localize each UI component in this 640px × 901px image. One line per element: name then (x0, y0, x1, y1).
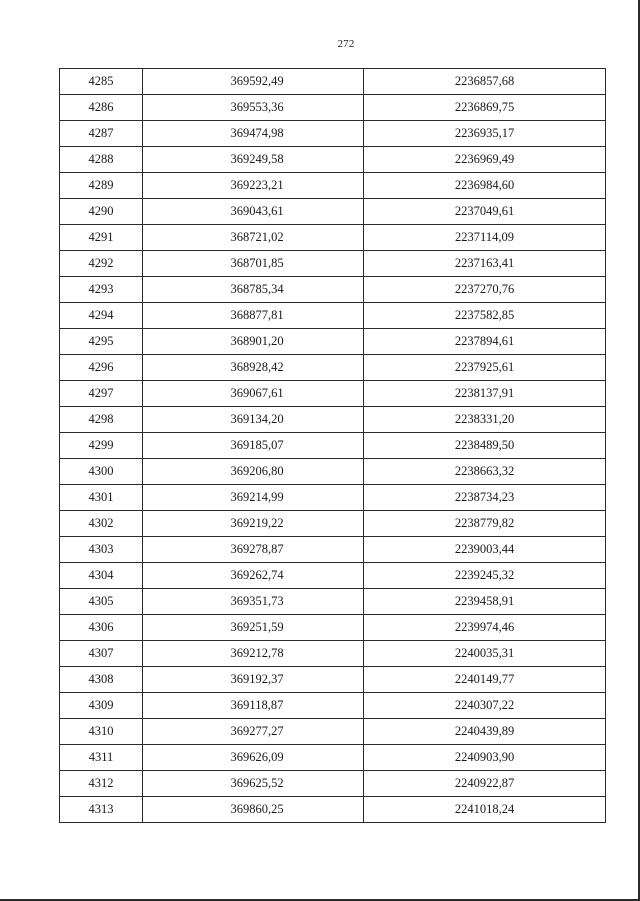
y-coordinate-cell: 2238137,91 (364, 381, 606, 407)
table-row (60, 511, 606, 537)
table-row (60, 199, 606, 225)
table-row (60, 95, 606, 121)
table-row (60, 121, 606, 147)
x-coordinate-cell: 369251,59 (143, 615, 364, 641)
table-row (60, 407, 606, 433)
x-coordinate-cell: 369067,61 (143, 381, 364, 407)
y-coordinate-cell: 2238331,20 (364, 407, 606, 433)
coordinates-table (59, 68, 606, 823)
table-row (60, 693, 606, 719)
point-number-cell: 4304 (60, 563, 143, 589)
point-number-cell: 4301 (60, 485, 143, 511)
y-coordinate-cell: 2239003,44 (364, 537, 606, 563)
table-row (60, 433, 606, 459)
point-number-cell: 4291 (60, 225, 143, 251)
y-coordinate-cell: 2241018,24 (364, 797, 606, 823)
x-coordinate-cell: 369219,22 (143, 511, 364, 537)
table-row (60, 745, 606, 771)
x-coordinate-cell: 369553,36 (143, 95, 364, 121)
y-coordinate-cell: 2240307,22 (364, 693, 606, 719)
x-coordinate-cell: 369860,25 (143, 797, 364, 823)
point-number-cell: 4299 (60, 433, 143, 459)
y-coordinate-cell: 2237894,61 (364, 329, 606, 355)
point-number-cell: 4290 (60, 199, 143, 225)
table-row (60, 719, 606, 745)
point-number-cell: 4294 (60, 303, 143, 329)
x-coordinate-cell: 369118,87 (143, 693, 364, 719)
y-coordinate-cell: 2236969,49 (364, 147, 606, 173)
y-coordinate-cell: 2240035,31 (364, 641, 606, 667)
y-coordinate-cell: 2237582,85 (364, 303, 606, 329)
x-coordinate-cell: 369134,20 (143, 407, 364, 433)
x-coordinate-cell: 369277,27 (143, 719, 364, 745)
x-coordinate-cell: 369192,37 (143, 667, 364, 693)
point-number-cell: 4287 (60, 121, 143, 147)
point-number-cell: 4306 (60, 615, 143, 641)
table-row (60, 277, 606, 303)
point-number-cell: 4293 (60, 277, 143, 303)
y-coordinate-cell: 2239974,46 (364, 615, 606, 641)
table-row (60, 797, 606, 823)
point-number-cell: 4312 (60, 771, 143, 797)
x-coordinate-cell: 368901,20 (143, 329, 364, 355)
y-coordinate-cell: 2237270,76 (364, 277, 606, 303)
point-number-cell: 4307 (60, 641, 143, 667)
point-number-cell: 4286 (60, 95, 143, 121)
x-coordinate-cell: 369592,49 (143, 69, 364, 95)
y-coordinate-cell: 2237049,61 (364, 199, 606, 225)
table-row (60, 667, 606, 693)
x-coordinate-cell: 368928,42 (143, 355, 364, 381)
x-coordinate-cell: 369474,98 (143, 121, 364, 147)
y-coordinate-cell: 2240149,77 (364, 667, 606, 693)
y-coordinate-cell: 2237114,09 (364, 225, 606, 251)
y-coordinate-cell: 2240903,90 (364, 745, 606, 771)
table-row (60, 537, 606, 563)
table-row (60, 641, 606, 667)
table-row (60, 485, 606, 511)
x-coordinate-cell: 369626,09 (143, 745, 364, 771)
point-number-cell: 4302 (60, 511, 143, 537)
y-coordinate-cell: 2238734,23 (364, 485, 606, 511)
table-row (60, 381, 606, 407)
point-number-cell: 4285 (60, 69, 143, 95)
point-number-cell: 4308 (60, 667, 143, 693)
point-number-cell: 4292 (60, 251, 143, 277)
x-coordinate-cell: 368721,02 (143, 225, 364, 251)
y-coordinate-cell: 2237925,61 (364, 355, 606, 381)
point-number-cell: 4289 (60, 173, 143, 199)
y-coordinate-cell: 2238663,32 (364, 459, 606, 485)
x-coordinate-cell: 368701,85 (143, 251, 364, 277)
y-coordinate-cell: 2239458,91 (364, 589, 606, 615)
point-number-cell: 4288 (60, 147, 143, 173)
point-number-cell: 4305 (60, 589, 143, 615)
point-number-cell: 4309 (60, 693, 143, 719)
point-number-cell: 4297 (60, 381, 143, 407)
x-coordinate-cell: 369043,61 (143, 199, 364, 225)
point-number-cell: 4296 (60, 355, 143, 381)
y-coordinate-cell: 2240439,89 (364, 719, 606, 745)
table-row (60, 589, 606, 615)
table-row (60, 459, 606, 485)
y-coordinate-cell: 2236869,75 (364, 95, 606, 121)
x-coordinate-cell: 369262,74 (143, 563, 364, 589)
point-number-cell: 4303 (60, 537, 143, 563)
y-coordinate-cell: 2240922,87 (364, 771, 606, 797)
table-row (60, 615, 606, 641)
table-row (60, 329, 606, 355)
x-coordinate-cell: 369223,21 (143, 173, 364, 199)
y-coordinate-cell: 2238489,50 (364, 433, 606, 459)
table-row (60, 563, 606, 589)
y-coordinate-cell: 2236935,17 (364, 121, 606, 147)
y-coordinate-cell: 2238779,82 (364, 511, 606, 537)
x-coordinate-cell: 369206,80 (143, 459, 364, 485)
point-number-cell: 4295 (60, 329, 143, 355)
table-row (60, 303, 606, 329)
x-coordinate-cell: 369249,58 (143, 147, 364, 173)
table-row (60, 771, 606, 797)
x-coordinate-cell: 369212,78 (143, 641, 364, 667)
x-coordinate-cell: 369278,87 (143, 537, 364, 563)
x-coordinate-cell: 369214,99 (143, 485, 364, 511)
point-number-cell: 4313 (60, 797, 143, 823)
page-number: 272 (337, 38, 355, 50)
point-number-cell: 4311 (60, 745, 143, 771)
table-row (60, 251, 606, 277)
x-coordinate-cell: 369351,73 (143, 589, 364, 615)
table-row (60, 355, 606, 381)
y-coordinate-cell: 2236984,60 (364, 173, 606, 199)
x-coordinate-cell: 368877,81 (143, 303, 364, 329)
y-coordinate-cell: 2239245,32 (364, 563, 606, 589)
coordinates-table-body (60, 69, 606, 823)
x-coordinate-cell: 369185,07 (143, 433, 364, 459)
table-row (60, 147, 606, 173)
x-coordinate-cell: 368785,34 (143, 277, 364, 303)
y-coordinate-cell: 2237163,41 (364, 251, 606, 277)
point-number-cell: 4310 (60, 719, 143, 745)
point-number-cell: 4298 (60, 407, 143, 433)
table-row (60, 225, 606, 251)
point-number-cell: 4300 (60, 459, 143, 485)
y-coordinate-cell: 2236857,68 (364, 69, 606, 95)
table-row (60, 69, 606, 95)
table-row (60, 173, 606, 199)
x-coordinate-cell: 369625,52 (143, 771, 364, 797)
